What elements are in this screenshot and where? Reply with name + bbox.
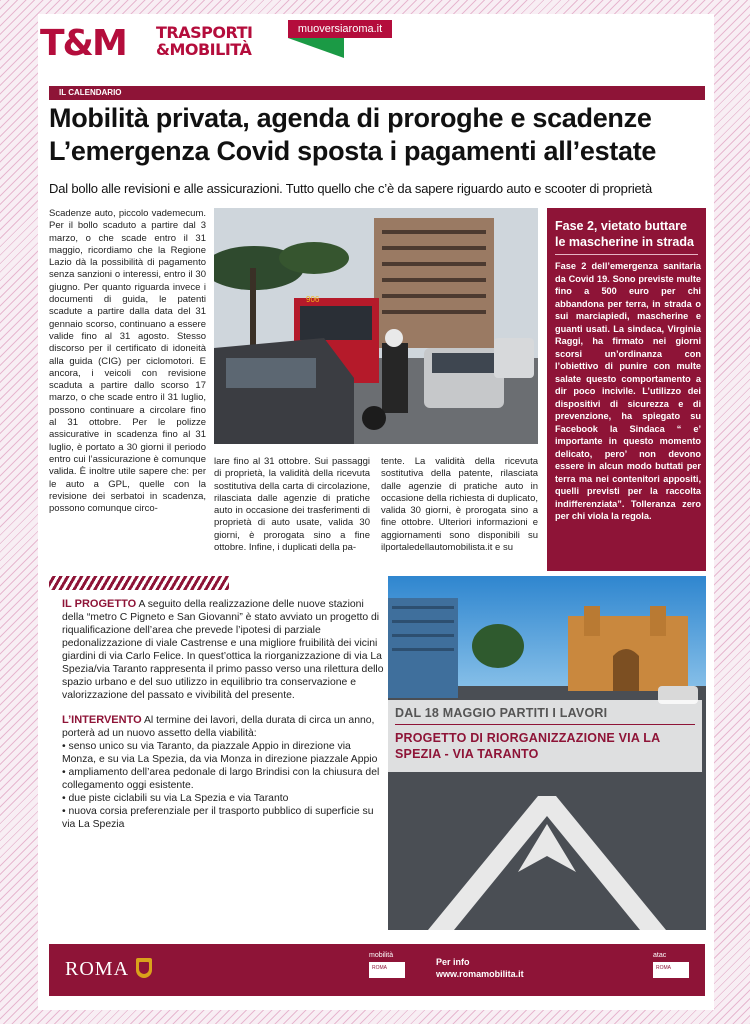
subheadline: Dal bollo alle revisioni e alle assicurazioni. Tutto quello che c’è da sapere riguardo auto e scooter di proprietà — [49, 181, 653, 196]
project-section — [62, 598, 387, 831]
photo-caption-box — [388, 700, 702, 772]
article-column-3: tente. La validità della ricevuta sostitutiva della patente, rilasciata dalle agenzie di pratiche auto in occasione della richiesta di duplicato, valida 30 giorni, è prorogata sino a fine ottobre. Ulteriori informazioni e aggiornamenti sono disponibili su ilportaledellautomobilista.it e su — [381, 456, 538, 554]
section-label: IL CALENDARIO — [59, 88, 122, 97]
list-item: • due piste ciclabili su via La Spezia e via Taranto — [62, 793, 289, 804]
headline — [49, 102, 709, 168]
project-paragraph — [62, 598, 387, 702]
article-column-2: lare fino al 31 ottobre. Sui passaggi di proprietà, la validità della ricevuta sostitutiva della carta di circolazione, rilasciata dalle agenzie di pratiche auto in occasione dei trasferimenti di proprietà di auto usate, valida 30 giorni, è prorogata sino a fine ottobre. Infine, i duplicati della pa- — [214, 456, 370, 554]
roma-crest-icon — [136, 958, 152, 978]
logo-line1: TRASPORTI — [156, 23, 253, 42]
roma-wordmark: ROMA — [65, 958, 130, 980]
caption-line1: DAL 18 MAGGIO PARTITI I LAVORI — [395, 706, 608, 720]
footer-bar — [49, 944, 705, 996]
website-link[interactable]: muoversiaroma.it — [288, 20, 392, 38]
atac-logo — [653, 952, 689, 980]
decorative-slashes — [49, 576, 229, 590]
intervento-keyword: L’INTERVENTO — [62, 714, 142, 726]
mobilita-label: mobilità — [369, 952, 394, 959]
project-text: A seguito della realizzazione delle nuove stazioni della “metro C Pigneto e San Giovanni” è stato avviato un progetto di riqualificazione dell’area che prevede l’ipotesi di parziale pedonalizzazione di viale Castrense e una migliore fruibilità dei vicini giardini di via Carlo Felice. In quest’ottica la riorganizzazione di via La Spezia/via Taranto rappresenta il primo passo verso una rilettura dello spazio urbano e del suo utilizzo in equilibrio tra conservazione e valorizzazione del passato e vivibilità del presente. — [62, 599, 384, 701]
sidebar-box — [547, 208, 706, 571]
article-column-1: Scadenze auto, piccolo vademecum. Per il bollo scaduto a partire dal 3 marzo, o che scade entro il 31 maggio, ricordiamo che la Regione Lazio dà la possibilità di pagamento senza sanzioni o interessi, entro il 30 giugno. Per quanto riguarda invece i documenti di guida, le patenti scadute a partire dalla data del 31 gennaio scorso, continuano a essere valide fino al 31 agosto. Stesso discorso per il certificato di idoneità alla guida (CIG) per ciclomotori. E ancora, i veicoli con revisione scaduta a partire dallo scorso 17 marzo, o che scade entro il 31 luglio, possono continuare a circolare fino al 31 ottobre. Per le polizze assicurative in scadenza fino al 31 luglio, è portato a 30 giorni il periodo entro cui l’assicurazione è comunque valida. È inoltre utile sapere che: per le auto a GPL, quelle con la revisione dei serbatoi in scadenza, possono comunque circo- — [49, 208, 206, 515]
sidebar-body: Fase 2 dell’emergenza sanitaria da Covid 19. Sono previste multe fino a 500 euro per chi abbandona per terra, in strada o sui marciapiedi, mascherine e guanti usati. La sindaca, Virginia Raggi, ha firmato nei giorni scorsi un’ordinanza con l’obiettivo di punire con multe salate questo comportamento a dir poco incivile. L’utilizzo dei dispositivi di sicurezza e di prevenzione, ha spiegato su Facebook la Sindaca “ e’ importante in questo momento delicato, pero’ non devono essere in alcun modo buttati per terra ma nei contenitori appositi, quelli previsti per la raccolta indifferenziata”. Tolleranza zero per chi viola la regola. — [555, 261, 701, 521]
bus-route-sign: 906 — [306, 295, 320, 304]
newspaper-page — [38, 14, 714, 1010]
project-keyword: IL PROGETTO — [62, 598, 137, 610]
intervento-list — [62, 740, 387, 831]
list-item: • senso unico su via Taranto, da piazzale Appio in direzione via Monza, e su via La Spezia, da via Monza in direzione piazzale Appio — [62, 741, 378, 765]
street-photo — [388, 576, 706, 930]
traffic-photo — [214, 208, 538, 444]
intervento-paragraph — [62, 714, 387, 740]
intervento-text: Al termine dei lavori, della durata di circa un anno, porterà ad un nuovo assetto della viabilità: — [62, 715, 375, 739]
section-bar — [49, 86, 705, 100]
sidebar-heading: Fase 2, vietato buttare le mascherine in strada — [555, 219, 694, 249]
info-url[interactable]: www.romamobilita.it — [436, 969, 524, 979]
headline-line1: Mobilità privata, agenda di proroghe e scadenze — [49, 103, 652, 133]
list-item: • ampliamento dell’area pedonale di largo Brindisi con la chiusura del collegamento oggi esistente. — [62, 767, 380, 791]
caption-divider — [395, 724, 695, 725]
caption-line2: PROGETTO DI RIORGANIZZAZIONE VIA LA SPEZIA - VIA TARANTO — [395, 731, 660, 761]
logo-text — [156, 24, 252, 58]
headline-line2: L’emergenza Covid sposta i pagamenti all’estate — [49, 136, 657, 166]
atac-label: atac — [653, 952, 667, 959]
romamobilita-logo — [369, 952, 405, 980]
mobilita-roma-label: ROMA — [372, 965, 387, 971]
tm-logo — [38, 20, 286, 72]
atac-roma-label: ROMA — [656, 965, 671, 971]
green-flag-icon — [288, 38, 344, 58]
list-item: • nuova corsia preferenziale per il trasporto pubblico di superficie su via La Spezia — [62, 806, 374, 830]
sidebar-divider — [555, 254, 698, 255]
info-label: Per info — [436, 957, 470, 967]
logo-line2: &MOBILITÀ — [156, 40, 252, 59]
info-block — [436, 956, 524, 980]
logo-main: T&M — [40, 23, 126, 64]
